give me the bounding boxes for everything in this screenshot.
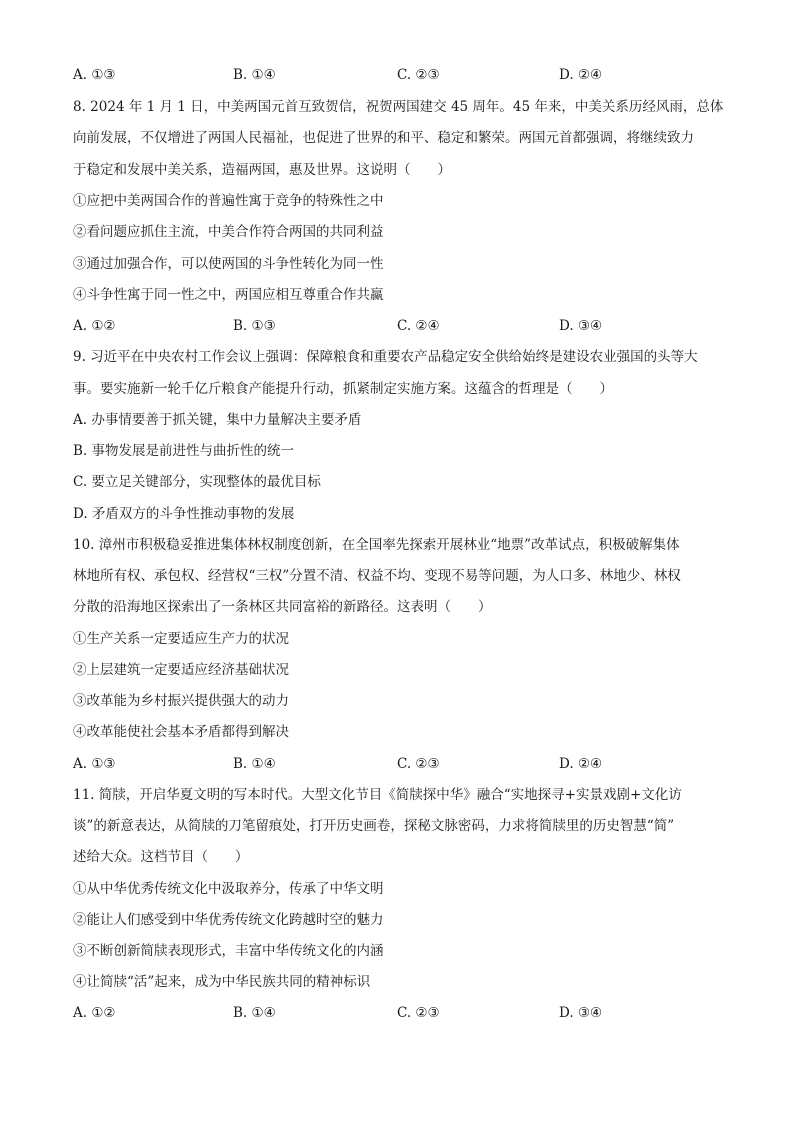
question-9-stem: 9. 习近平在中央农村工作会议上强调：保障粮食和重要农产品稳定安全供给始终是建设农业强国的头等大 bbox=[73, 349, 698, 365]
option-d: D. ③④ bbox=[559, 318, 603, 334]
question-8-item: ③通过加强合作，可以使两国的斗争性转化为同一性 bbox=[73, 256, 384, 272]
option-c: C. ②③ bbox=[397, 1005, 440, 1021]
option-d: D. ③④ bbox=[559, 1005, 603, 1021]
question-11-item: ④让简牍“活”起来，成为中华民族共同的精神标识 bbox=[73, 974, 371, 990]
option-b: B. ①③ bbox=[233, 318, 276, 334]
question-9-choice: C. 要立足关键部分，实现整体的最优目标 bbox=[73, 474, 321, 490]
option-b: B. ①④ bbox=[233, 1005, 276, 1021]
question-10-item: ③改革能为乡村振兴提供强大的动力 bbox=[73, 693, 289, 709]
option-a: A. ①③ bbox=[73, 756, 116, 772]
option-b: B. ①④ bbox=[233, 67, 276, 83]
question-11-stem: 述给大众。这档节目（ ） bbox=[73, 849, 249, 865]
option-a: A. ①③ bbox=[73, 67, 116, 83]
question-11-stem: 谈”的新意表达，从简牍的刀笔留痕处，打开历史画卷，探秘文脉密码，力求将简牍里的历史智慧“简” bbox=[73, 818, 675, 834]
question-8-item: ④斗争性寓于同一性之中，两国应相互尊重合作共赢 bbox=[73, 287, 384, 303]
question-10-item: ④改革能使社会基本矛盾都得到解决 bbox=[73, 724, 289, 740]
question-11-stem: 11. 简牍，开启华夏文明的写本时代。大型文化节目《简牍探中华》融合“实地探寻+实景戏剧+文化访 bbox=[73, 787, 682, 803]
option-c: C. ②④ bbox=[397, 318, 440, 334]
question-8-item: ①应把中美两国合作的普遍性寓于竞争的特殊性之中 bbox=[73, 193, 384, 209]
question-10-stem: 10. 漳州市积极稳妥推进集体林权制度创新，在全国率先探索开展林业“地票”改革试点，积极破解集体 bbox=[73, 537, 680, 553]
question-8-stem: 于稳定和发展中美关系，造福两国，惠及世界。这说明（ ） bbox=[73, 162, 451, 178]
question-11-item: ③不断创新简牍表现形式，丰富中华传统文化的内涵 bbox=[73, 943, 384, 959]
option-d: D. ②④ bbox=[559, 67, 603, 83]
question-9-choice: B. 事物发展是前进性与曲折性的统一 bbox=[73, 443, 295, 459]
question-9-choice: A. 办事情要善于抓关键，集中力量解决主要矛盾 bbox=[73, 412, 362, 428]
question-8-stem: 8. 2024 年 1 月 1 日，中美两国元首互致贺信，祝贺两国建交 45 周年。45 年来，中美关系历经风雨，总体 bbox=[73, 99, 724, 115]
question-11-item: ①从中华优秀传统文化中汲取养分，传承了中华文明 bbox=[73, 881, 384, 897]
question-8-item: ②看问题应抓住主流，中美合作符合两国的共同利益 bbox=[73, 224, 384, 240]
question-10-stem: 分散的沿海地区探索出了一条林区共同富裕的新路径。这表明（ ） bbox=[73, 599, 492, 615]
option-a: A. ①② bbox=[73, 318, 116, 334]
question-11-item: ②能让人们感受到中华优秀传统文化跨越时空的魅力 bbox=[73, 912, 384, 928]
question-9-choice: D. 矛盾双方的斗争性推动事物的发展 bbox=[73, 506, 295, 522]
option-a: A. ①② bbox=[73, 1005, 116, 1021]
question-9-stem: 事。要实施新一轮千亿斤粮食产能提升行动，抓紧制定实施方案。这蕴含的哲理是（ ） bbox=[73, 381, 613, 397]
option-b: B. ①④ bbox=[233, 756, 276, 772]
question-10-stem: 林地所有权、承包权、经营权“三权”分置不清、权益不均、变现不易等问题，为人口多、林地少、林权 bbox=[73, 568, 681, 584]
option-d: D. ②④ bbox=[559, 756, 603, 772]
option-c: C. ②③ bbox=[397, 67, 440, 83]
question-10-item: ①生产关系一定要适应生产力的状况 bbox=[73, 631, 289, 647]
option-c: C. ②③ bbox=[397, 756, 440, 772]
question-10-item: ②上层建筑一定要适应经济基础状况 bbox=[73, 662, 289, 678]
question-8-stem: 向前发展，不仅增进了两国人民福祉，也促进了世界的和平、稳定和繁荣。两国元首都强调，将继续致力 bbox=[73, 130, 694, 146]
